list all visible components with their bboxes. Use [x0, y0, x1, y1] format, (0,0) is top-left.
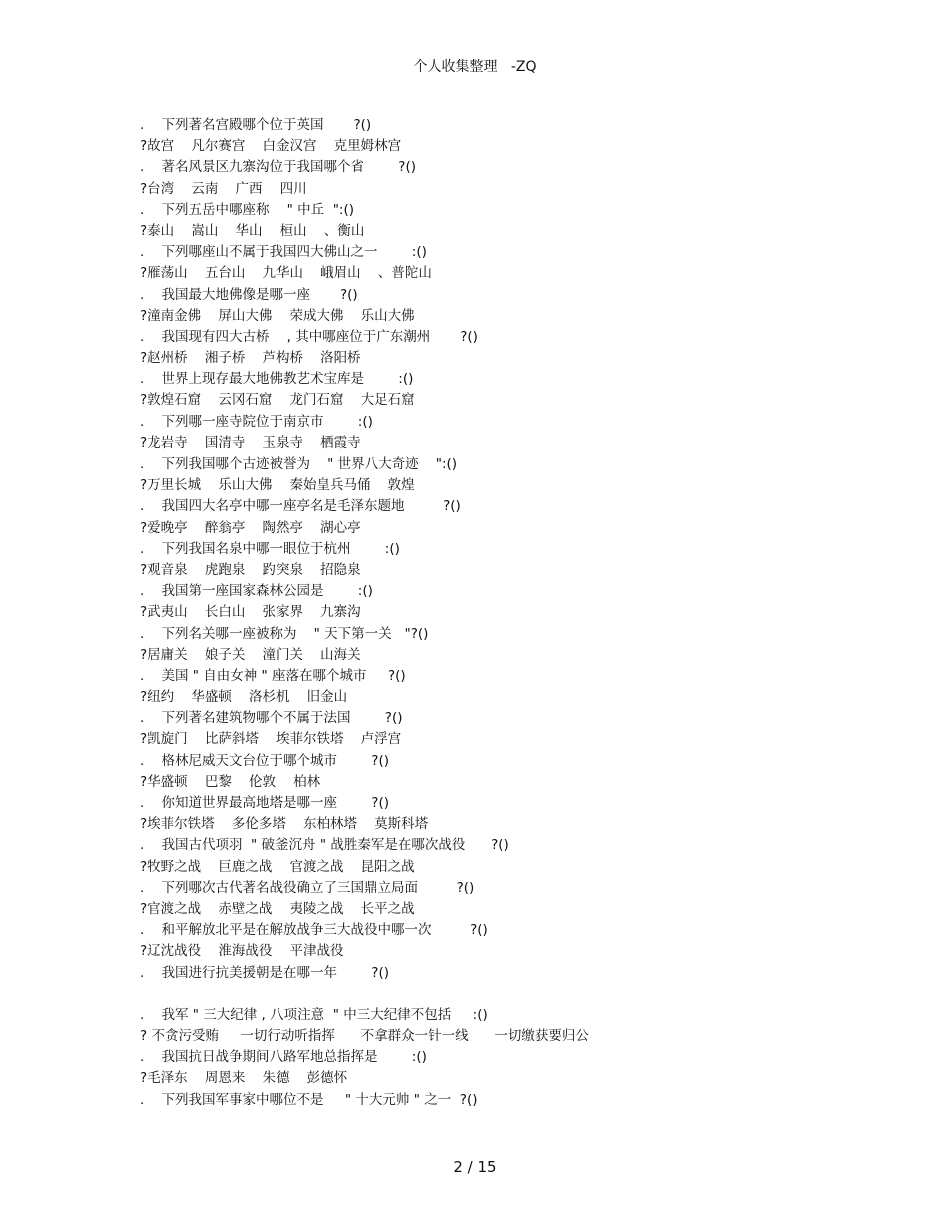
question-line: . 我国最大地佛像是哪一座 ?() [140, 286, 358, 303]
question-line: . 下列著名宫殿哪个位于英国 ?() [140, 117, 372, 133]
question-line: . 下列著名建筑物哪个不属于法国 ?() [140, 710, 403, 727]
answer-options-line: ?泰山 嵩山 华山 桓山 、衡山 [140, 222, 365, 239]
question-line: . 下列我国名泉中哪一眼位于杭州 :() [140, 540, 400, 557]
answer-options-line: ? 不贪污受贿 一切行动听指挥 不拿群众一针一线 一切缴获要归公 [140, 1028, 589, 1045]
question-line: . 我国进行抗美援朝是在哪一年 ?() [140, 964, 389, 981]
question-line: . 下列哪座山不属于我国四大佛山之一 :() [140, 244, 427, 261]
answer-options-line: ?万里长城 乐山大佛 秦始皇兵马俑 敦煌 [140, 477, 415, 494]
question-line: . 我国抗日战争期间八路军地总指挥是 :() [140, 1049, 427, 1066]
answer-options-line: ?台湾 云南 广西 四川 [140, 180, 307, 197]
question-line: . 下列我国军事家中哪位不是 " 十大元帅 " 之一 ?() [140, 1091, 478, 1108]
answer-options-line: ?纽约 华盛顿 洛杉机 旧金山 [140, 689, 348, 706]
question-line: . 美国 " 自由女神 " 座落在哪个城市 ?() [140, 667, 406, 684]
answer-options-line: ?埃菲尔铁塔 多伦多塔 东柏林塔 莫斯科塔 [140, 816, 429, 833]
answer-options-line: ?龙岩寺 国清寺 玉泉寺 栖霞寺 [140, 434, 361, 451]
question-line: . 你知道世界最高地塔是哪一座 ?() [140, 795, 389, 811]
question-line: . 著名风景区九寨沟位于我国哪个省 ?() [140, 159, 416, 176]
answer-options-line: ?武夷山 长白山 张家界 九寨沟 [140, 604, 361, 621]
page-number: 2 / 15 [453, 1158, 497, 1176]
question-line: . 下列我国哪个古迹被誉为 " 世界八大奇迹 ":() [140, 456, 458, 472]
question-line: . 世界上现存最大地佛教艺术宝库是 :() [140, 371, 414, 388]
answer-options-line: ?毛泽东 周恩来 朱德 彭德怀 [140, 1070, 348, 1087]
answer-options-line: ?雁荡山 五台山 九华山 峨眉山 、普陀山 [140, 265, 432, 282]
question-line: . 我国现有四大古桥 , 其中哪座位于广东潮州 ?() [140, 328, 478, 345]
answer-options-line: ?居庸关 娘子关 潼门关 山海关 [140, 646, 361, 663]
question-line: . 格林尼威天文台位于哪个城市 ?() [140, 752, 389, 769]
question-list [140, 115, 920, 1111]
question-line: . 和平解放北平是在解放战争三大战役中哪一次 ?() [140, 922, 488, 939]
question-line: . 我军 " 三大纪律 , 八项注意 " 中三大纪律不包括 :() [140, 1006, 488, 1023]
answer-options-line: ?爱晚亭 醉翁亭 陶然亭 湖心亭 [140, 519, 361, 536]
answer-options-line: ?潼南金佛 屏山大佛 荣成大佛 乐山大佛 [140, 307, 415, 324]
question-line: . 下列哪次古代著名战役确立了三国鼎立局面 ?() [140, 879, 475, 896]
question-line: . 我国四大名亭中哪一座亭名是毛泽东题地 ?() [140, 498, 461, 515]
answer-options-line: ?官渡之战 赤壁之战 夷陵之战 长平之战 [140, 900, 415, 917]
blank-line [140, 984, 920, 1005]
answer-options-line: ?故宫 凡尔赛宫 白金汉宫 克里姆林宫 [140, 138, 402, 155]
question-line: . 我国第一座国家森林公园是 :() [140, 583, 373, 600]
answer-options-line: ?辽沈战役 淮海战役 平津战役 [140, 943, 344, 960]
answer-options-line: ?华盛顿 巴黎 伦敦 柏林 [140, 773, 321, 790]
question-line: . 我国古代项羽 " 破釜沉舟 " 战胜秦军是在哪次战役 ?() [140, 837, 509, 854]
answer-options-line: ?牧野之战 巨鹿之战 官渡之战 昆阳之战 [140, 858, 415, 875]
answer-options-line: ?凯旋门 比萨斜塔 埃菲尔铁塔 卢浮宫 [140, 731, 402, 748]
question-line: . 下列五岳中哪座称 " 中丘 ":() [140, 201, 354, 218]
page-header: 个人收集整理 -ZQ [413, 59, 537, 75]
answer-options-line: ?赵州桥 湘子桥 芦构桥 洛阳桥 [140, 350, 361, 367]
question-line: . 下列哪一座寺院位于南京市 :() [140, 413, 373, 430]
question-line: . 下列名关哪一座被称为 " 天下第一关 "?() [140, 625, 429, 642]
answer-options-line: ?观音泉 虎跑泉 趵突泉 招隐泉 [140, 561, 361, 578]
answer-options-line: ?敦煌石窟 云冈石窟 龙门石窟 大足石窟 [140, 392, 415, 409]
